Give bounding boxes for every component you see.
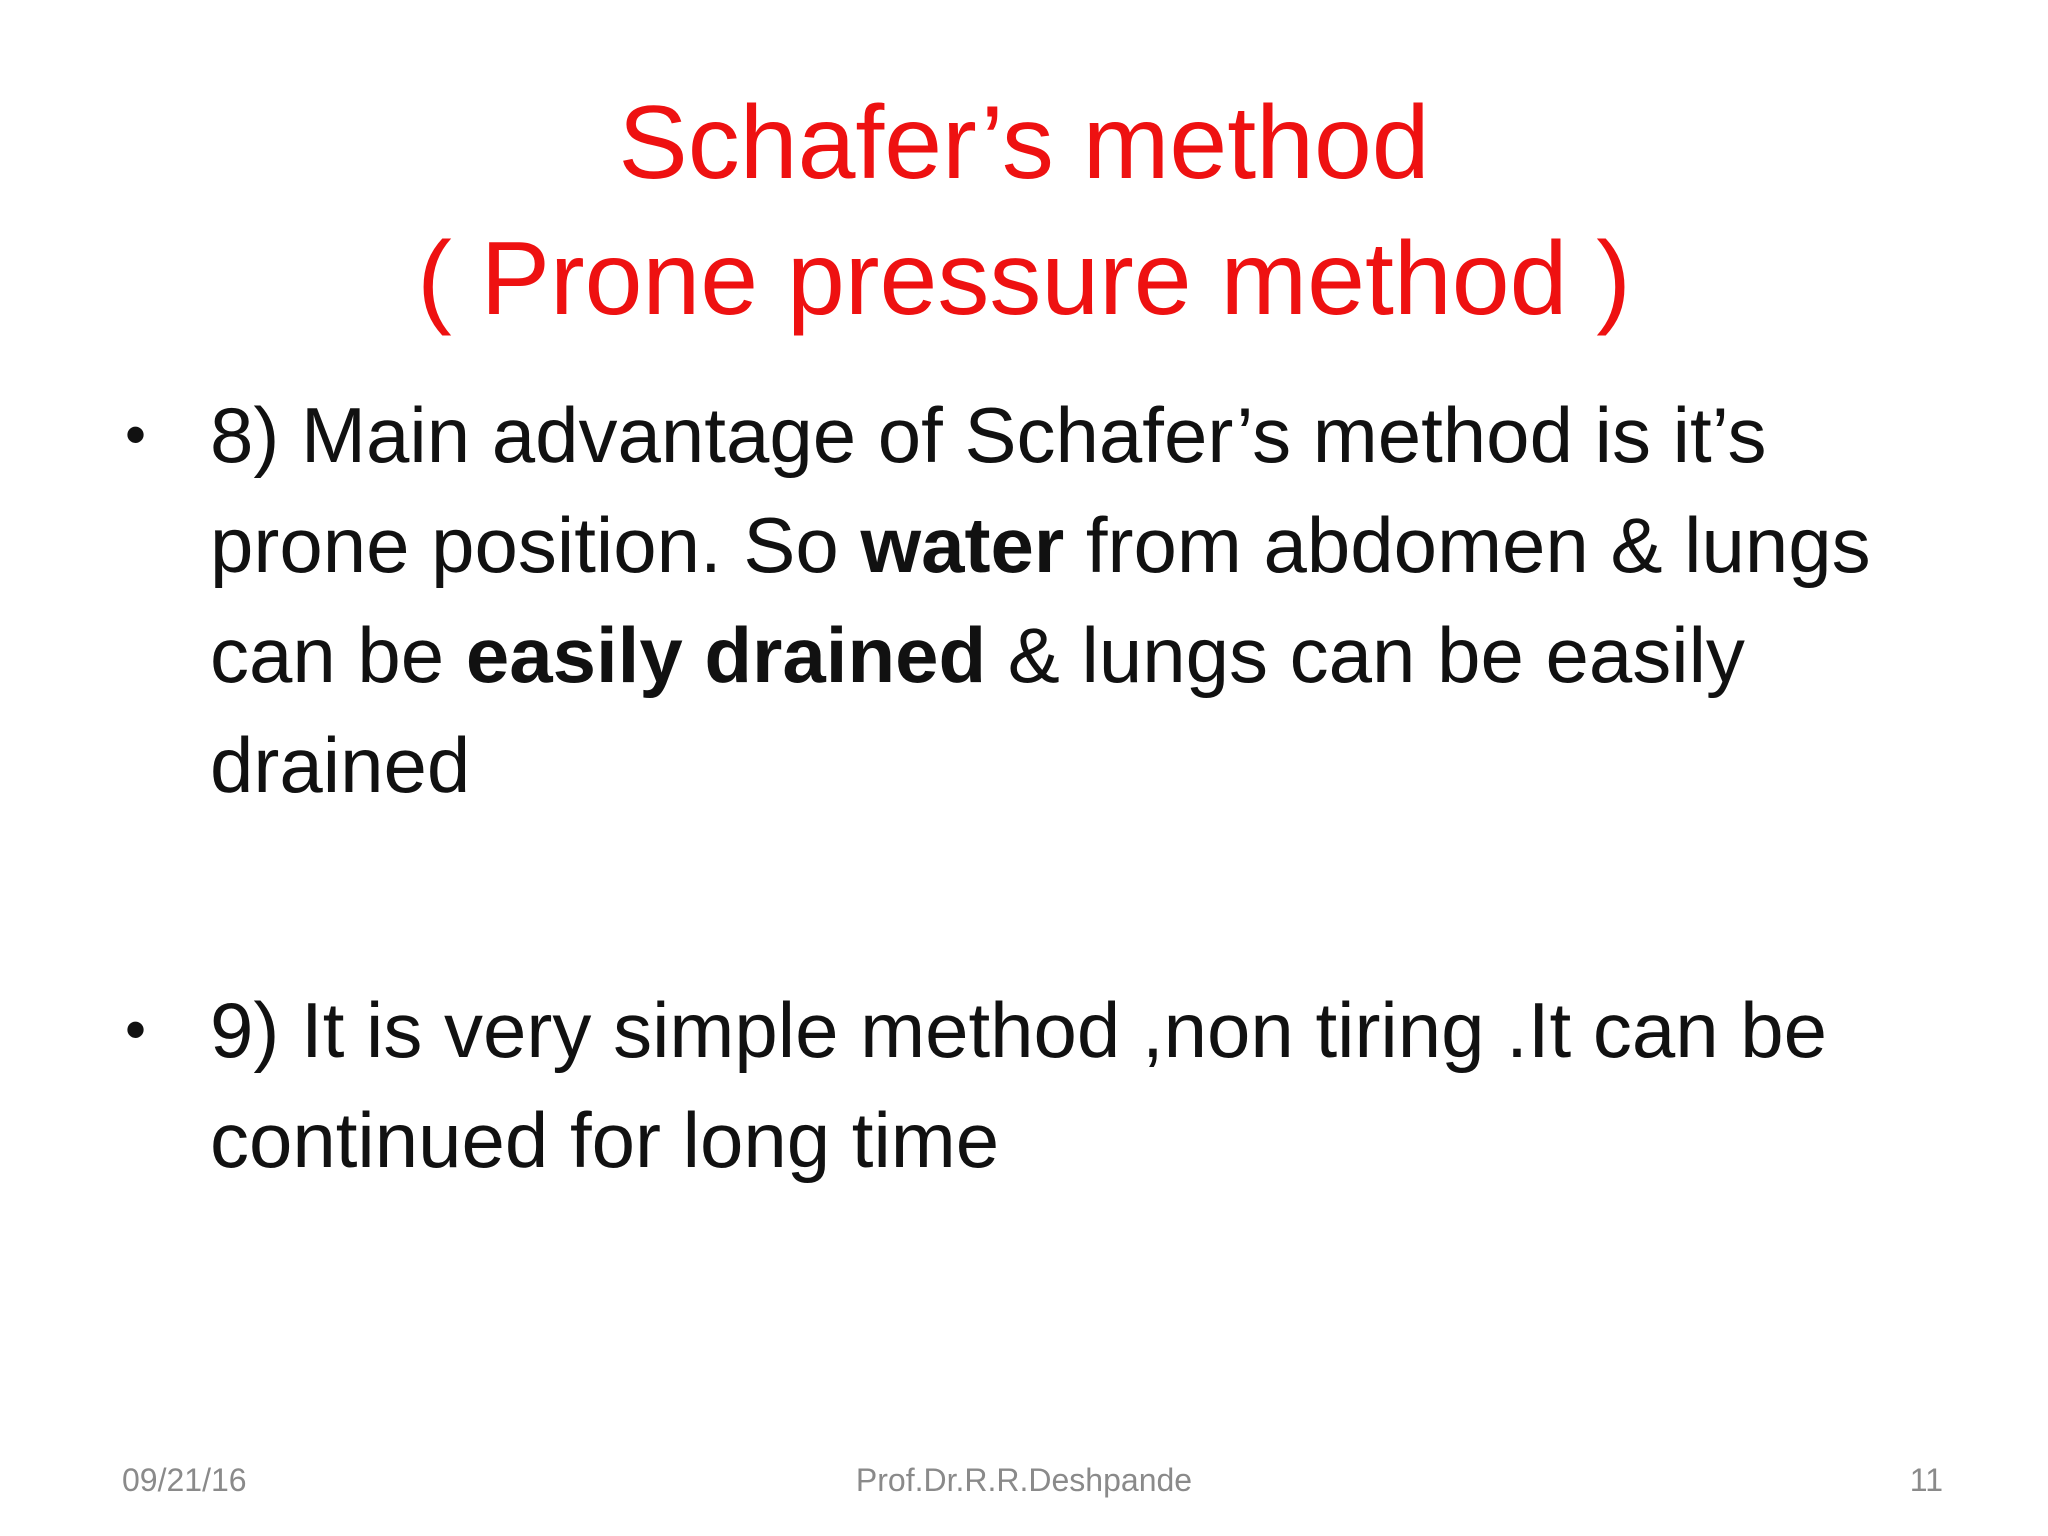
bullet-bold-text: easily drained [465, 611, 987, 699]
bullet-text: 9) It is very simple method ,non tiring .It can be continued for long time [210, 986, 1828, 1184]
bullet-marker: • [125, 996, 147, 1063]
bullet-bold-text: water [860, 501, 1065, 589]
footer-page-number: 11 [1909, 1462, 1943, 1498]
title-line-1: Schafer’s method [618, 85, 1430, 201]
footer-author: Prof.Dr.R.R.Deshpande [855, 1462, 1193, 1498]
bullet-text [210, 380, 1940, 820]
footer-date: 09/21/16 [122, 1462, 247, 1498]
title-line-2: ( Prone pressure method ) [417, 221, 1631, 337]
bullet-list-1 [120, 380, 1940, 820]
bullet-marker: • [125, 401, 147, 468]
bullet-text-part: & lungs can be easily drained [210, 611, 1745, 809]
bullet-list-2 [120, 975, 1940, 1195]
bullet-text-part: 8) Main advantage of Schafer’s method is it’s prone position. So [210, 391, 1767, 589]
bullet-text-part: from abdomen & lungs can be [210, 501, 1871, 699]
bullet-item-9 [120, 975, 1940, 1195]
slide-title [0, 75, 2048, 347]
bullet-item-8 [120, 380, 1940, 820]
